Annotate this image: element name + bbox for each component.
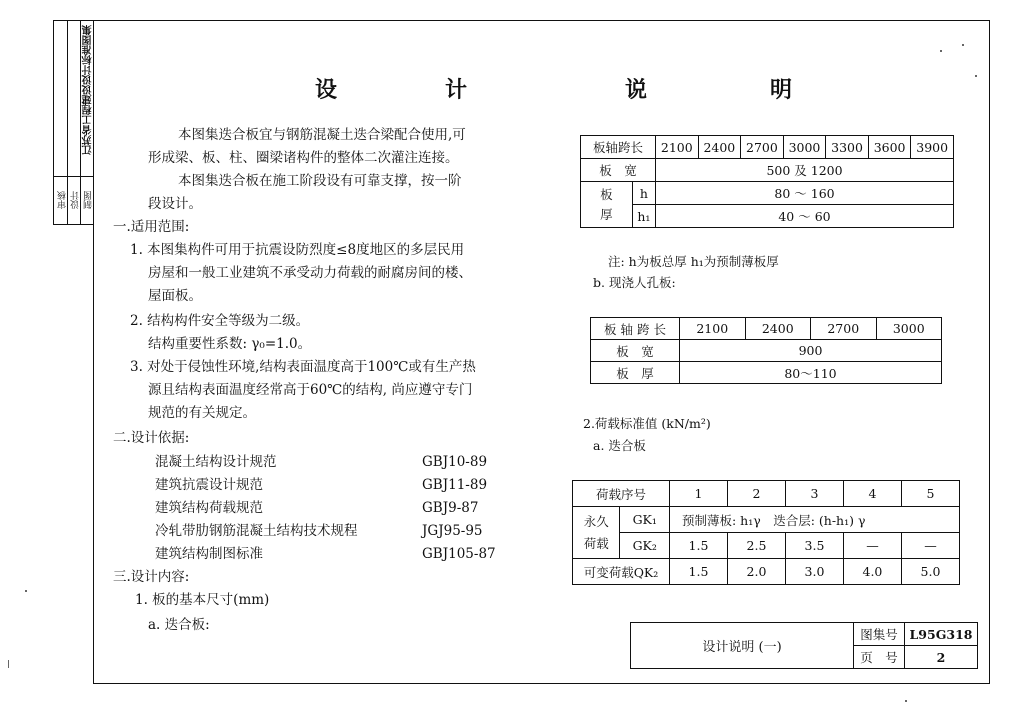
table-row	[573, 533, 960, 559]
scope-item1-line1: 1. 本图集构件可用于抗震设防烈度≤8度地区的多层民用	[130, 242, 465, 258]
page-label: 页 号	[854, 646, 905, 669]
title-char-1: 设	[315, 77, 338, 103]
span-cell: 2400	[745, 318, 811, 340]
gk1-value: 预制薄板: h₁γ 迭合层: (h-h₁) γ	[670, 507, 960, 533]
width-value: 500 及 1200	[656, 159, 954, 182]
page-number: 2	[905, 646, 978, 669]
table-row	[573, 507, 960, 533]
scope-item3-line1: 3. 对处于侵蚀性环境,结构表面温度高于100℃或有生产热	[130, 359, 476, 375]
title-char-3: 说	[625, 77, 648, 103]
intro-p2-line2: 段设计。	[148, 196, 202, 212]
thickness-label-bottom: 厚	[600, 206, 613, 222]
permanent-label-bottom: 荷载	[583, 535, 609, 551]
span-label: 板轴跨长	[581, 136, 656, 159]
span-cell: 2100	[656, 136, 699, 159]
atlas-label: 图集号	[854, 623, 905, 646]
table-row	[581, 159, 954, 182]
content-item1: 1. 板的基本尺寸(mm)	[135, 592, 270, 608]
gk2-cell: —	[901, 533, 959, 559]
manhole-label: b. 现浇人孔板:	[593, 275, 676, 290]
scope-item1-line2: 房屋和一般工业建筑不承受动力荷载的耐腐房间的楼、	[148, 265, 472, 281]
span-cell: 2700	[811, 318, 877, 340]
title-char-4: 明	[770, 77, 793, 103]
qk-cell: 3.0	[785, 559, 843, 585]
table-row	[581, 182, 954, 205]
laminated-slab-table	[580, 135, 954, 228]
seq-cell: 5	[901, 481, 959, 507]
gk1-label: GK₁	[620, 507, 670, 533]
span-cell: 3900	[911, 136, 954, 159]
gk2-cell: 1.5	[670, 533, 728, 559]
seq-cell: 2	[727, 481, 785, 507]
width-value: 900	[680, 340, 942, 362]
scan-speck	[8, 660, 9, 668]
standard-name: 冷轧带肋钢筋混凝土结构技术规程	[155, 523, 358, 539]
span-cell: 3000	[876, 318, 942, 340]
span-cell: 2400	[698, 136, 741, 159]
standard-name: 混凝土结构设计规范	[155, 454, 277, 470]
thickness-note: 注: h为板总厚 h₁为预制薄板厚	[608, 254, 779, 269]
seq-cell: 4	[843, 481, 901, 507]
standard-name: 建筑结构荷载规范	[155, 500, 263, 516]
title-char-2: 计	[445, 77, 468, 103]
seq-cell: 1	[670, 481, 728, 507]
table-row	[581, 136, 954, 159]
gk2-cell: —	[843, 533, 901, 559]
stamp-vertical-text: 江苏省工程建设设计标准图集	[83, 25, 94, 155]
manhole-slab-table	[590, 317, 942, 384]
width-label: 板 宽	[581, 159, 656, 182]
scope-heading: 一.适用范围:	[113, 219, 190, 235]
standard-code: JGJ95-95	[422, 523, 483, 539]
table-row	[573, 559, 960, 585]
stamp-label-design: 设计	[71, 191, 81, 209]
atlas-number: L95G318	[905, 623, 978, 646]
span-cell: 2100	[680, 318, 746, 340]
table-row	[591, 362, 942, 384]
permanent-label-top: 永久	[583, 513, 609, 529]
thickness-label-top: 板	[600, 186, 613, 202]
span-cell: 3000	[783, 136, 826, 159]
table-row	[581, 205, 954, 228]
scan-speck	[962, 44, 964, 46]
width-label: 板 宽	[591, 340, 680, 362]
content-heading: 三.设计内容:	[113, 569, 190, 585]
thickness-label	[581, 182, 633, 228]
content-item1a: a. 迭合板:	[148, 617, 210, 633]
h1-value: 40 ～ 60	[656, 205, 954, 228]
span-label: 板 轴 跨 长	[591, 318, 680, 340]
h-value: 80 ～ 160	[656, 182, 954, 205]
standard-code: GBJ105-87	[422, 546, 496, 562]
permanent-load-label	[573, 507, 620, 559]
qk-cell: 2.0	[727, 559, 785, 585]
scope-item1-line3: 屋面板。	[148, 288, 202, 304]
scan-speck	[975, 75, 977, 77]
scan-speck	[905, 700, 907, 702]
standard-code: GBJ9-87	[422, 500, 479, 516]
intro-p2-line1: 本图集迭合板在施工阶段设有可靠支撑，按一阶	[178, 173, 462, 189]
h1-label: h₁	[632, 205, 655, 228]
approval-stamp	[53, 20, 93, 225]
scope-item2-line2: 结构重要性系数: γ₀=1.0。	[148, 336, 312, 352]
qk-cell: 5.0	[901, 559, 959, 585]
basis-heading: 二.设计依据:	[113, 430, 190, 446]
scan-speck	[940, 50, 942, 52]
table-row	[631, 623, 978, 646]
thickness-label: 板 厚	[591, 362, 680, 384]
scope-item2-line1: 2. 结构构件安全等级为二级。	[130, 313, 310, 329]
span-cell: 3600	[868, 136, 911, 159]
span-cell: 3300	[826, 136, 869, 159]
standard-code: GBJ10-89	[422, 454, 488, 470]
seq-label: 荷载序号	[573, 481, 670, 507]
scope-item3-line3: 规范的有关规定。	[148, 405, 256, 421]
qk-label: 可变荷载QK₂	[573, 559, 670, 585]
span-cell: 2700	[741, 136, 784, 159]
table-row	[591, 318, 942, 340]
stamp-label-draft: 制图	[84, 191, 94, 209]
thickness-value: 80～110	[680, 362, 942, 384]
title-block	[630, 622, 978, 669]
intro-p1-line2: 形成梁、板、柱、圈梁诸构件的整体二次灌注连接。	[148, 150, 459, 166]
seq-cell: 3	[785, 481, 843, 507]
standard-name: 建筑结构制图标准	[155, 546, 263, 562]
standard-code: GBJ11-89	[422, 477, 488, 493]
gk2-label: GK₂	[620, 533, 670, 559]
stamp-label-review: 审核	[58, 191, 68, 209]
h-label: h	[632, 182, 655, 205]
table-row	[573, 481, 960, 507]
gk2-cell: 3.5	[785, 533, 843, 559]
qk-cell: 4.0	[843, 559, 901, 585]
intro-p1-line1: 本图集迭合板宜与钢筋混凝土迭合梁配合使用,可	[178, 127, 466, 143]
qk-cell: 1.5	[670, 559, 728, 585]
scan-speck	[25, 590, 27, 592]
scope-item3-line2: 源且结构表面温度经常高于60℃的结构, 尚应遵守专门	[148, 382, 473, 398]
table-row	[591, 340, 942, 362]
loads-heading: 2.荷载标准值 (kN/m²)	[583, 416, 711, 431]
standard-name: 建筑抗震设计规范	[155, 477, 263, 493]
loads-a-label: a. 迭合板	[593, 438, 646, 453]
loads-table	[572, 480, 960, 585]
gk2-cell: 2.5	[727, 533, 785, 559]
drawing-name: 设计说明 (一)	[631, 623, 854, 669]
